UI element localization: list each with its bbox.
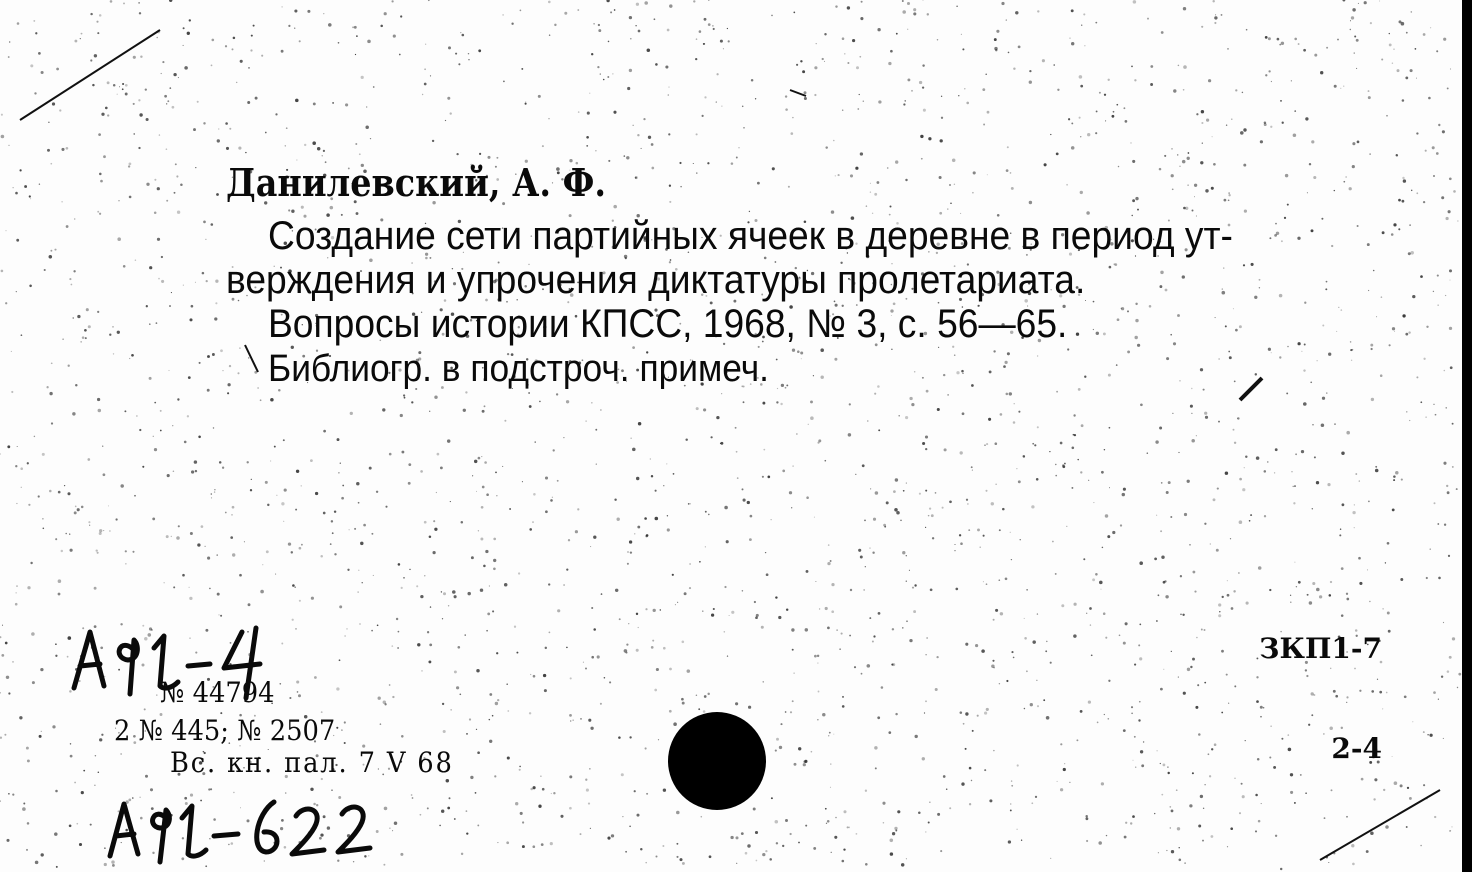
- author-heading: Данилевский, А. Ф.: [226, 160, 607, 205]
- classification-subcode: 2-4: [1331, 732, 1382, 765]
- handwritten-shelfmark-top: [60, 610, 300, 700]
- classification-code: ЗКП1-7: [1259, 632, 1382, 665]
- bibliography-note: Библиогр. в подстроч. примеч.: [268, 348, 769, 390]
- punched-hole: [668, 712, 766, 810]
- card-edge-shadow: [1462, 0, 1472, 872]
- source-citation: Вопросы истории КПСС, 1968, № 3, с. 56—65.: [268, 302, 1068, 346]
- accession-number: № 44794: [160, 676, 275, 709]
- registry-line: Вс. кн. пал. 7 V 68: [170, 746, 454, 779]
- copies-line: 2 № 445; № 2507: [114, 714, 336, 747]
- title-line-2: верждения и упрочения диктатуры пролетариата.: [226, 258, 1086, 302]
- handwritten-shelfmark-bottom: [100, 790, 400, 870]
- title-line-1: Создание сети партийных ячеек в деревне в период ут-: [268, 214, 1233, 258]
